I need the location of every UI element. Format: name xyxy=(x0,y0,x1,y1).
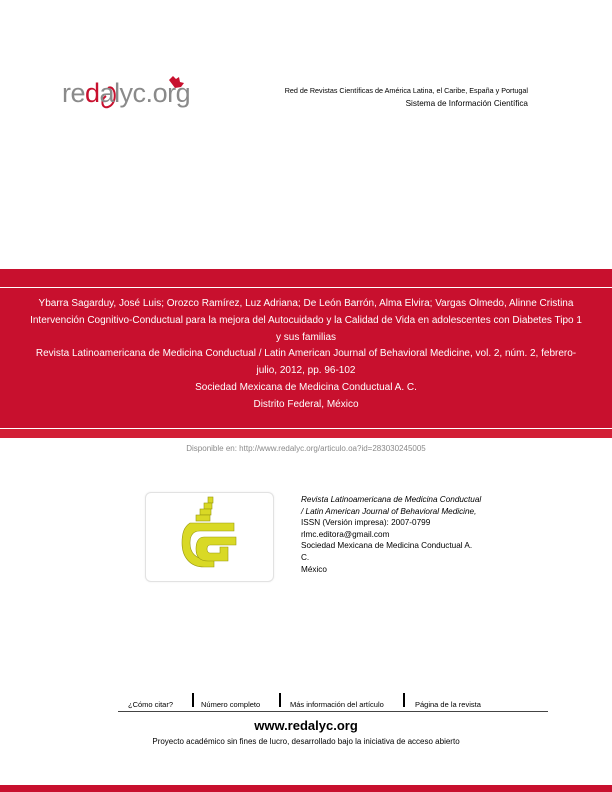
link-journal-page[interactable]: Página de la revista xyxy=(415,700,481,709)
redalyc-logo[interactable] xyxy=(62,74,202,114)
logo-letter-accent: d xyxy=(85,78,100,108)
link-separator xyxy=(403,693,405,707)
journal-info xyxy=(301,494,531,575)
article-location: Distrito Federal, México xyxy=(253,398,359,410)
article-info-band xyxy=(0,288,612,428)
red-band-top xyxy=(0,269,612,287)
link-how-to-cite[interactable]: ¿Cómo citar? xyxy=(128,700,174,709)
red-band-bottom xyxy=(0,429,612,438)
journal-logo-card xyxy=(145,492,274,582)
site-url[interactable]: www.redalyc.org xyxy=(254,718,358,733)
link-separator xyxy=(192,693,194,707)
logo-text: redalyc.org xyxy=(62,78,191,108)
article-publisher: Sociedad Mexicana de Medicina Conductual A. C. xyxy=(195,381,417,393)
link-full-issue[interactable]: Número completo xyxy=(201,700,261,709)
footer-links xyxy=(118,693,498,709)
system-tagline: Sistema de Información Científica xyxy=(405,99,528,108)
link-separator xyxy=(279,693,281,707)
journal-name-line2: / Latin American Journal of Behavioral Medicine, xyxy=(301,506,477,516)
footer-red-bar xyxy=(0,785,612,792)
journal-email[interactable]: rlmc.editora@gmail.com xyxy=(301,529,390,539)
available-url[interactable]: Disponible en: http://www.redalyc.org/articulo.oa?id=283030245005 xyxy=(186,444,426,453)
journal-logo-icon xyxy=(146,493,273,581)
link-article-info[interactable]: Más información del artículo xyxy=(290,700,384,709)
journal-issn: ISSN (Versión impresa): 2007-0799 xyxy=(301,518,431,528)
article-authors: Ybarra Sagarduy, José Luis; Orozco Ramírez, Luz Adriana; De León Barrón, Alma Elvira; Vargas Olmedo, Alinne Cristina xyxy=(38,298,574,309)
article-journal-reference: Revista Latinoamericana de Medicina Conductual / Latin American Journal of Behavioral Medicine, vol. 2, núm. 2, febrero-julio, 2012, pp. 96-102 xyxy=(35,348,577,377)
article-title: Intervención Cognitivo-Conductual para la mejora del Autocuidado y la Calidad de Vida en adolescentes con Diabetes Tipo 1 y sus familias xyxy=(30,314,582,343)
journal-country: México xyxy=(301,564,327,574)
network-tagline: Red de Revistas Científicas de América Latina, el Caribe, España y Portugal xyxy=(284,86,528,95)
footer-rule xyxy=(118,711,548,712)
project-tagline: Proyecto académico sin fines de lucro, desarrollado bajo la iniciativa de acceso abierto xyxy=(152,737,460,746)
journal-publisher-line1: Sociedad Mexicana de Medicina Conductual A. xyxy=(301,541,473,551)
journal-name-line1: Revista Latinoamericana de Medicina Conductual xyxy=(301,495,482,504)
journal-publisher-line2: C. xyxy=(301,552,310,562)
